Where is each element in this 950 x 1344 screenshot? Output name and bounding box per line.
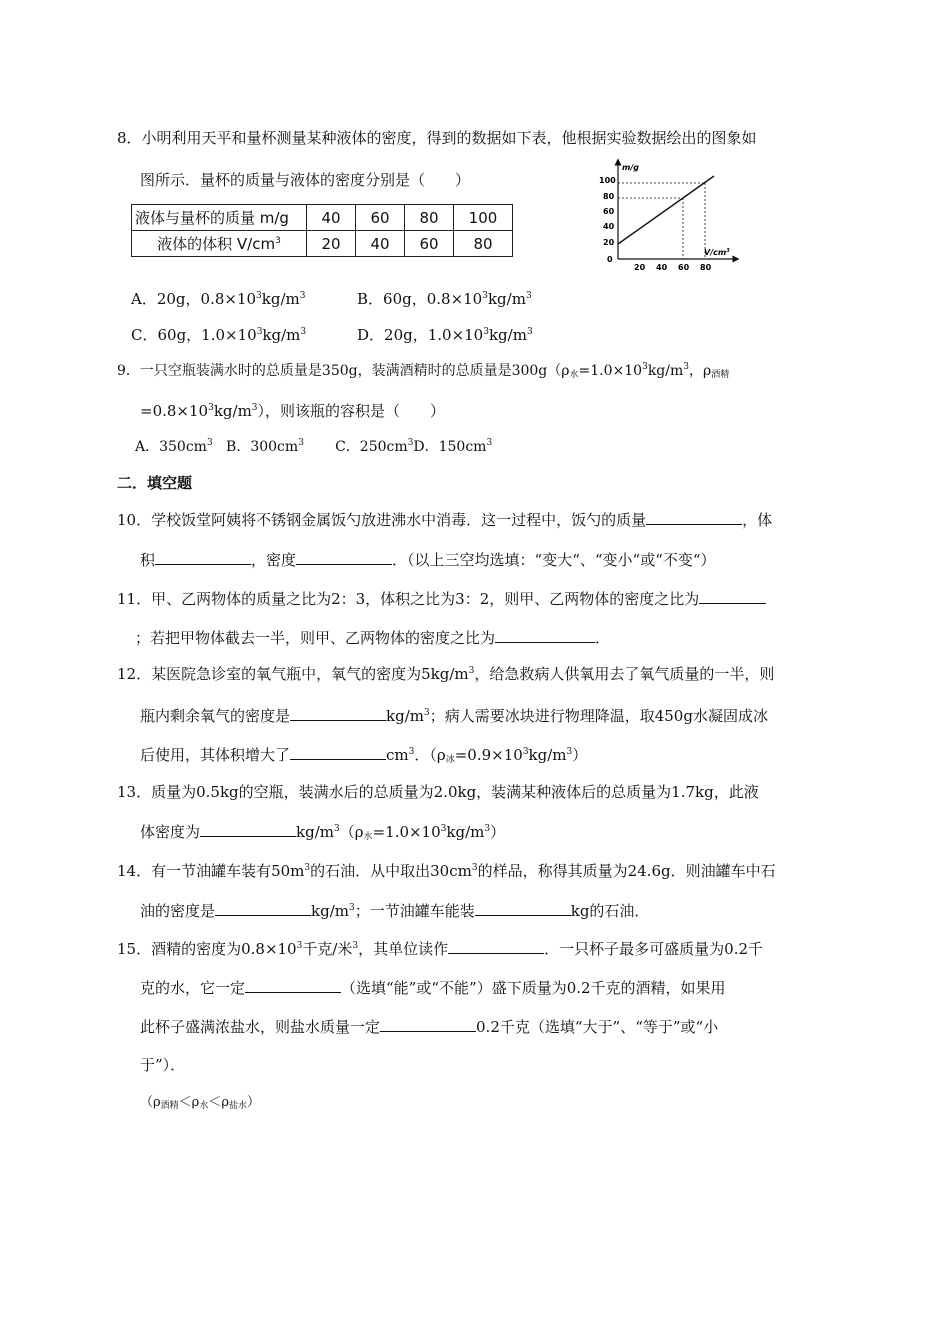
- exp: 3: [251, 403, 258, 413]
- text: ＜ρ: [208, 1095, 229, 1110]
- exp: 3: [471, 863, 478, 873]
- text: 体密度为: [140, 823, 201, 841]
- text: =0.8×10: [140, 402, 209, 420]
- table-row-label: 液体与量杯的质量 m/g: [132, 205, 307, 231]
- text: 11．甲、乙两物体的质量之比为2：3，体积之比为3：2，则甲、乙两物体的密度之比为: [117, 590, 700, 608]
- q8-option-a-text: A．20g，0.8×10: [131, 290, 257, 308]
- table-cell: 80: [405, 205, 454, 231]
- text: （选填“能”或“不能”）盛下质量为0.2千克的酒精，如果用: [341, 979, 726, 997]
- exp: 3: [299, 291, 306, 301]
- subscript: 酒精: [711, 370, 730, 380]
- q12-line2: [140, 705, 768, 726]
- text: 克的水，它一定: [140, 979, 246, 997]
- exp: 3: [683, 362, 689, 372]
- subscript: 水: [199, 1101, 209, 1111]
- exp: 3: [642, 362, 648, 372]
- q8-option-c-text: C．60g，1.0×10: [131, 326, 257, 344]
- text: kg/m: [296, 823, 334, 841]
- text: ；病人需要冰块进行物理降温，取450g水凝固成冰: [429, 707, 768, 725]
- unit: kg/m: [487, 290, 526, 308]
- answer-blank[interactable]: [155, 549, 251, 565]
- unit: kg/m: [488, 326, 527, 344]
- subscript: 水: [363, 832, 373, 842]
- text: （ρ: [339, 823, 364, 841]
- exp: 3: [304, 863, 311, 873]
- text: ．: [595, 629, 611, 647]
- q14-line1: [117, 861, 776, 881]
- text: ．（ρ: [414, 746, 446, 764]
- answer-blank[interactable]: [296, 549, 392, 565]
- text: ，密度: [251, 551, 297, 569]
- q9-options: [135, 437, 492, 457]
- text: kg/m: [311, 902, 349, 920]
- x-tick-label: 80: [700, 263, 712, 272]
- answer-blank[interactable]: [495, 627, 595, 643]
- exp: 3: [526, 327, 533, 337]
- text: kg/m: [213, 402, 252, 420]
- q15-line3: [140, 1016, 718, 1037]
- text: 15．酒精的密度为0.8×10: [117, 940, 297, 958]
- table-row: [132, 205, 513, 231]
- text: 12．某医院急诊室的氧气瓶中，氧气的密度为5kg/m: [117, 665, 469, 683]
- text: ，给急救病人供氧用去了氧气质量的一半，则: [474, 665, 775, 683]
- q9-option-b: B．300cm: [226, 439, 299, 455]
- answer-blank[interactable]: [290, 705, 386, 721]
- subscript: 盐水: [229, 1101, 248, 1111]
- subscript: 水: [569, 370, 579, 380]
- q8-option-d-text: D．20g，1.0×10: [357, 326, 484, 344]
- answer-blank[interactable]: [448, 938, 544, 954]
- table-cell: 60: [356, 205, 405, 231]
- table-cell: 40: [307, 205, 356, 231]
- q13-line2: [140, 821, 505, 847]
- text: 油的密度是: [140, 902, 216, 920]
- x-tick-label: 60: [678, 263, 690, 272]
- y-tick-label: 100: [599, 176, 616, 185]
- answer-blank[interactable]: [215, 900, 311, 916]
- text: kg/m: [528, 746, 567, 764]
- unit: kg/m: [261, 290, 300, 308]
- exp: 3: [300, 327, 307, 337]
- q10-line2: [140, 549, 716, 570]
- q15-line5: [140, 1093, 260, 1116]
- table-row-label: [132, 231, 307, 257]
- exp: 3: [256, 327, 263, 337]
- subscript: 冰: [445, 755, 455, 765]
- q13-line1: 13．质量为0.5kg的空瓶，装满水后的总质量为2.0kg，装满某种液体后的总质量为1.7kg，此液: [117, 783, 759, 801]
- text: cm: [386, 746, 409, 764]
- y-tick-label: 20: [603, 238, 615, 247]
- exp: 3: [484, 824, 491, 834]
- text: ．一只杯子最多可盛质量为0.2千: [544, 940, 764, 958]
- y-tick-label: 80: [603, 192, 615, 201]
- text: 的样品，称得其质量为24.6g．则油罐车中石: [477, 862, 776, 880]
- q9-line2: [140, 401, 445, 421]
- text: ）: [572, 746, 588, 764]
- x-axis-label-exp: 3: [726, 248, 730, 254]
- subscript: 酒精: [160, 1101, 179, 1111]
- q12-line1: [117, 664, 774, 684]
- q15-line1: [117, 938, 763, 959]
- section-heading: 二．填空题: [117, 474, 193, 492]
- text: kg/m: [647, 363, 684, 379]
- table-cell: 40: [356, 231, 405, 257]
- text: 的石油．从中取出30cm: [310, 862, 472, 880]
- text: ，ρ: [688, 363, 712, 379]
- x-axis-label-text: V/cm: [704, 248, 727, 257]
- table-cell: 100: [454, 205, 513, 231]
- q8-option-c: [131, 325, 306, 345]
- q10-line1: [117, 509, 772, 530]
- text: =1.0×10: [578, 363, 643, 379]
- q8-line2: 图所示．量杯的质量与液体的密度分别是（ ）: [140, 171, 471, 189]
- q9-option-a: A．350cm: [135, 439, 207, 455]
- exp: 3: [256, 291, 262, 301]
- text: 9．一只空瓶装满水时的总质量是350g，装满酒精时的总质量是300g（ρ: [117, 363, 570, 379]
- x-axis-label: [704, 248, 730, 257]
- text: 积: [140, 551, 156, 569]
- answer-blank[interactable]: [475, 900, 571, 916]
- text: kg/m: [446, 823, 485, 841]
- text: 后使用，其体积增大了: [140, 746, 291, 764]
- text: ＜ρ: [178, 1095, 200, 1110]
- unit: kg/m: [262, 326, 301, 344]
- table-cell: 80: [454, 231, 513, 257]
- row-label-text: 液体的体积 V/cm: [157, 235, 276, 253]
- mass-volume-graph: [596, 158, 746, 276]
- text: kg的石油．: [570, 902, 650, 920]
- q8-line1: 8．小明利用天平和量杯测量某种液体的密度，得到的数据如下表，他根据实验数据绘出的图象如: [117, 129, 757, 147]
- exp: 3: [486, 438, 493, 448]
- exp: 3: [206, 438, 213, 448]
- row-label-exp: 3: [275, 236, 281, 246]
- answer-blank[interactable]: [290, 744, 386, 760]
- text: ；若把甲物体截去一半，则甲、乙两物体的密度之比为: [135, 629, 496, 647]
- text: （ρ: [140, 1095, 161, 1110]
- text: ）: [247, 1095, 261, 1110]
- text: 14．有一节油罐车装有50m: [117, 862, 305, 880]
- text: ）: [490, 823, 506, 841]
- answer-blank[interactable]: [380, 1016, 476, 1032]
- y-tick-label: 40: [603, 222, 615, 231]
- q12-line3: [140, 744, 587, 770]
- text: ），则该瓶的容积是（ ）: [257, 402, 446, 420]
- data-table: [131, 204, 513, 257]
- exp: 3: [566, 747, 573, 757]
- exp: 3: [208, 403, 214, 413]
- exp: 3: [468, 666, 475, 676]
- text: ；一节油罐车能装: [354, 902, 475, 920]
- exp: 3: [440, 824, 447, 834]
- y-tick-label: 0: [607, 255, 613, 264]
- text: ．（以上三空均选填：“变大“、“变小“或“不变“）: [392, 551, 716, 569]
- x-tick-label: 20: [634, 263, 646, 272]
- exp: 3: [296, 941, 303, 951]
- exp: 3: [482, 291, 488, 301]
- exp: 3: [522, 747, 529, 757]
- table-row: [132, 231, 513, 257]
- table-cell: 20: [307, 231, 356, 257]
- text: =1.0×10: [372, 823, 441, 841]
- table-cell: 60: [405, 231, 454, 257]
- text: ，体: [742, 511, 773, 529]
- q15-line2: [140, 977, 726, 998]
- text: 此杯子盛满浓盐水，则盐水质量一定: [140, 1018, 381, 1036]
- q11-line2: [135, 627, 610, 648]
- q8-option-d: [357, 325, 533, 345]
- q9-option-c: C．250cm: [335, 439, 408, 455]
- answer-blank[interactable]: [699, 588, 766, 604]
- q8-option-b: [357, 289, 532, 309]
- exp: 3: [407, 438, 414, 448]
- y-tick-label: 60: [603, 207, 615, 216]
- x-tick-label: 40: [656, 263, 668, 272]
- q9-line1: [117, 361, 729, 385]
- answer-blank[interactable]: [200, 821, 296, 837]
- exp: 3: [423, 708, 430, 718]
- text: 10．学校饭堂阿姨将不锈钢金属饭勺放进沸水中消毒．这一过程中，饭勺的质量: [117, 511, 647, 529]
- exp: 3: [352, 941, 359, 951]
- answer-blank[interactable]: [245, 977, 341, 993]
- exp: 3: [408, 747, 415, 757]
- text: 0.2千克（选填“大于”、“等于”或“小: [476, 1018, 719, 1036]
- answer-blank[interactable]: [646, 509, 742, 525]
- text: ，其单位读作: [358, 940, 449, 958]
- exp: 3: [298, 438, 304, 448]
- text: 千克/米: [302, 940, 353, 958]
- q8-option-b-text: B．60g，0.8×10: [357, 290, 483, 308]
- q9-option-d: D．150cm: [413, 439, 487, 455]
- text: kg/m: [386, 707, 424, 725]
- text: 瓶内剩余氧气的密度是: [140, 707, 291, 725]
- q8-option-a: [131, 289, 305, 309]
- q11-line1: [117, 588, 766, 609]
- exp: 3: [348, 903, 355, 913]
- exp: 3: [525, 291, 532, 301]
- exp: 3: [483, 327, 489, 337]
- y-axis-label: m/g: [622, 163, 639, 172]
- text: =0.9×10: [454, 746, 523, 764]
- data-line: [618, 176, 714, 244]
- q15-line4: 于”）．: [140, 1056, 186, 1074]
- q14-line2: [140, 900, 649, 921]
- exp: 3: [333, 824, 340, 834]
